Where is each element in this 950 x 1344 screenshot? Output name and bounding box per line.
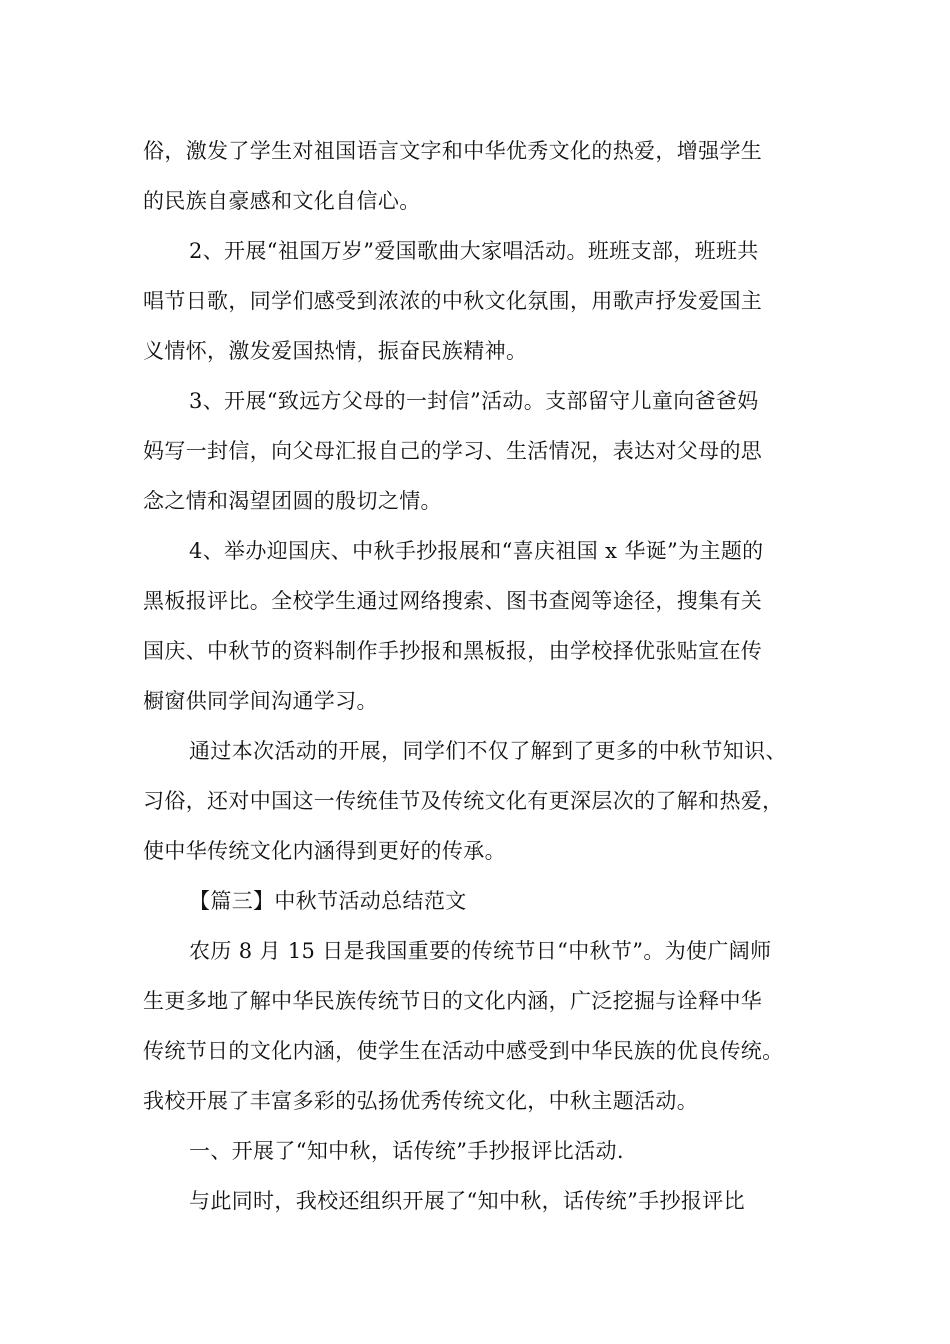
text-line: 传统节日的文化内涵，使学生在活动中感受到中华民族的优良传统。 — [143, 1039, 784, 1063]
text-line: 通过本次活动的开展，同学们不仅了解到了更多的中秋节知识、 — [189, 739, 787, 763]
text-line: 黑板报评比。全校学生通过网络搜索、图书查阅等途径，搜集有关 — [143, 589, 763, 613]
text-line: 生更多地了解中华民族传统节日的文化内涵，广泛挖掘与诠释中华 — [143, 989, 763, 1013]
text-line: 一、开展了“知中秋，话传统”手抄报评比活动. — [189, 1139, 624, 1163]
text-line: 与此同时，我校还组织开展了“知中秋，话传统”手抄报评比 — [189, 1189, 745, 1213]
text-line: 橱窗供同学间沟通学习。 — [143, 689, 378, 713]
text-line: 的民族自豪感和文化自信心。 — [143, 189, 421, 213]
text-line: 唱节日歌，同学们感受到浓浓的中秋文化氛围，用歌声抒发爱国主 — [143, 289, 763, 313]
text-line: 3、开展“致远方父母的一封信”活动。支部留守儿童向爸爸妈 — [189, 389, 759, 413]
text-line: 使中华传统文化内涵得到更好的传承。 — [143, 839, 506, 863]
section-heading: 【篇三】中秋节活动总结范文 — [189, 889, 467, 913]
text-line: 我校开展了丰富多彩的弘扬优秀传统文化，中秋主题活动。 — [143, 1089, 699, 1113]
text-line: 习俗，还对中国这一传统佳节及传统文化有更深层次的了解和热爱， — [143, 789, 784, 813]
text-line: 念之情和渴望团圆的殷切之情。 — [143, 489, 442, 513]
text-line: 妈写一封信，向父母汇报自己的学习、生活情况，表达对父母的思 — [143, 439, 763, 463]
text-line: 国庆、中秋节的资料制作手抄报和黑板报，由学校择优张贴宣在传 — [143, 639, 763, 663]
text-line: 2、开展“祖国万岁”爱国歌曲大家唱活动。班班支部，班班共 — [189, 239, 759, 263]
text-line: 俗，激发了学生对祖国语言文字和中华优秀文化的热爱，增强学生 — [143, 139, 763, 163]
text-line: 4、举办迎国庆、中秋手抄报展和“喜庆祖国 x 华诞”为主题的 — [189, 539, 764, 563]
text-line: 义情怀，激发爱国热情，振奋民族精神。 — [143, 339, 528, 363]
text-line: 农历 8 月 15 日是我国重要的传统节日“中秋节”。为使广阔师 — [189, 939, 772, 963]
